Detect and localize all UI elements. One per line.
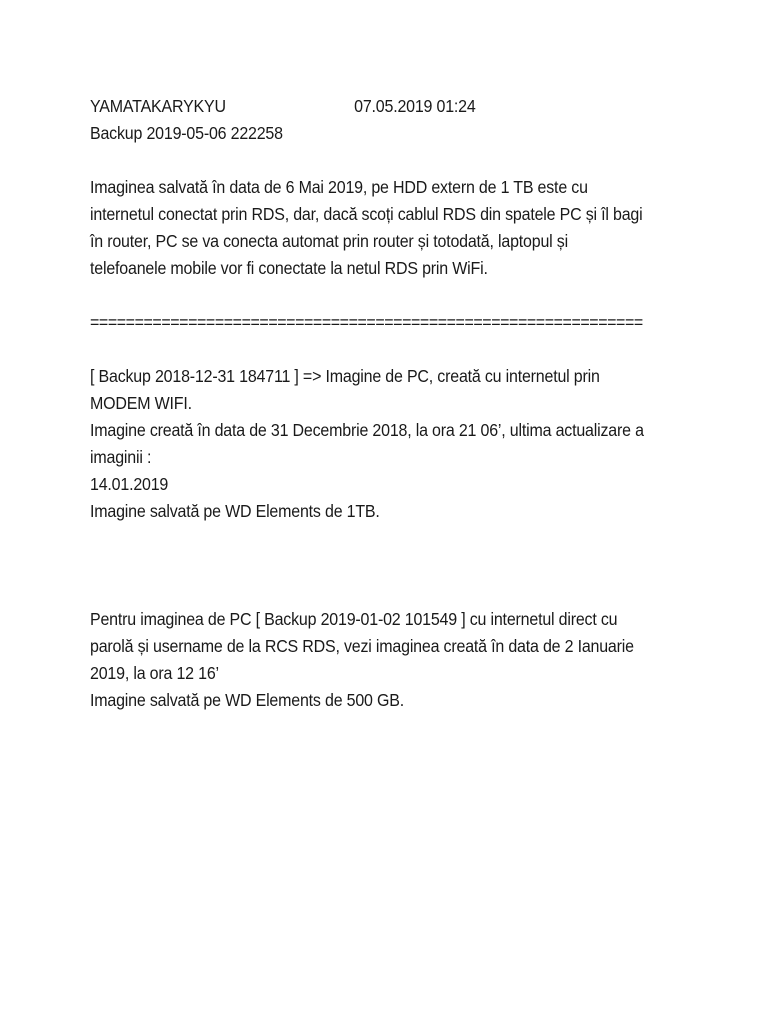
document-body: [90, 93, 648, 714]
paragraph-line: Imagine salvată pe WD Elements de 1TB.: [90, 501, 380, 521]
section-3-paragraph: [90, 606, 648, 714]
backup-name: Backup 2019-05-06 222258: [90, 123, 283, 143]
section-2-paragraph: [90, 363, 648, 525]
paragraph-line: parolă și username de la RCS RDS, vezi imaginea creată în data de 2 Ianuarie: [90, 636, 634, 656]
spacer: [90, 147, 648, 174]
header-row: [90, 93, 648, 120]
paragraph-line: [ Backup 2018-12-31 184711 ] => Imagine de PC, creată cu internetul prin: [90, 366, 600, 386]
paragraph-line: imaginii :: [90, 447, 152, 467]
computer-name: YAMATAKARYKYU: [90, 96, 226, 116]
separator-line: ==============================================================: [90, 312, 643, 332]
paragraph-line: 2019, la ora 12 16’: [90, 663, 219, 683]
paragraph-line: Imagine salvată pe WD Elements de 500 GB.: [90, 690, 405, 710]
paragraph-line: Pentru imaginea de PC [ Backup 2019-01-02 101549 ] cu internetul direct cu: [90, 609, 618, 629]
spacer: [90, 282, 648, 309]
paragraph-line: în router, PC se va conecta automat prin router și totodată, laptopul și: [90, 231, 568, 251]
paragraph-line: MODEM WIFI.: [90, 393, 192, 413]
paragraph-line: telefoanele mobile vor fi conectate la netul RDS prin WiFi.: [90, 258, 488, 278]
paragraph-line: Imagine creată în data de 31 Decembrie 2018, la ora 21 06’, ultima actualizare a: [90, 420, 644, 440]
spacer: [90, 525, 648, 606]
paragraph-line: 14.01.2019: [90, 474, 169, 494]
paragraph-line: Imaginea salvată în data de 6 Mai 2019, pe HDD extern de 1 TB este cu: [90, 177, 588, 197]
section-1-paragraph: [90, 174, 648, 282]
paragraph-line: internetul conectat prin RDS, dar, dacă scoți cablul RDS din spatele PC și îl bagi: [90, 204, 643, 224]
spacer: [90, 336, 648, 363]
header-datetime: 07.05.2019 01:24: [354, 96, 476, 116]
